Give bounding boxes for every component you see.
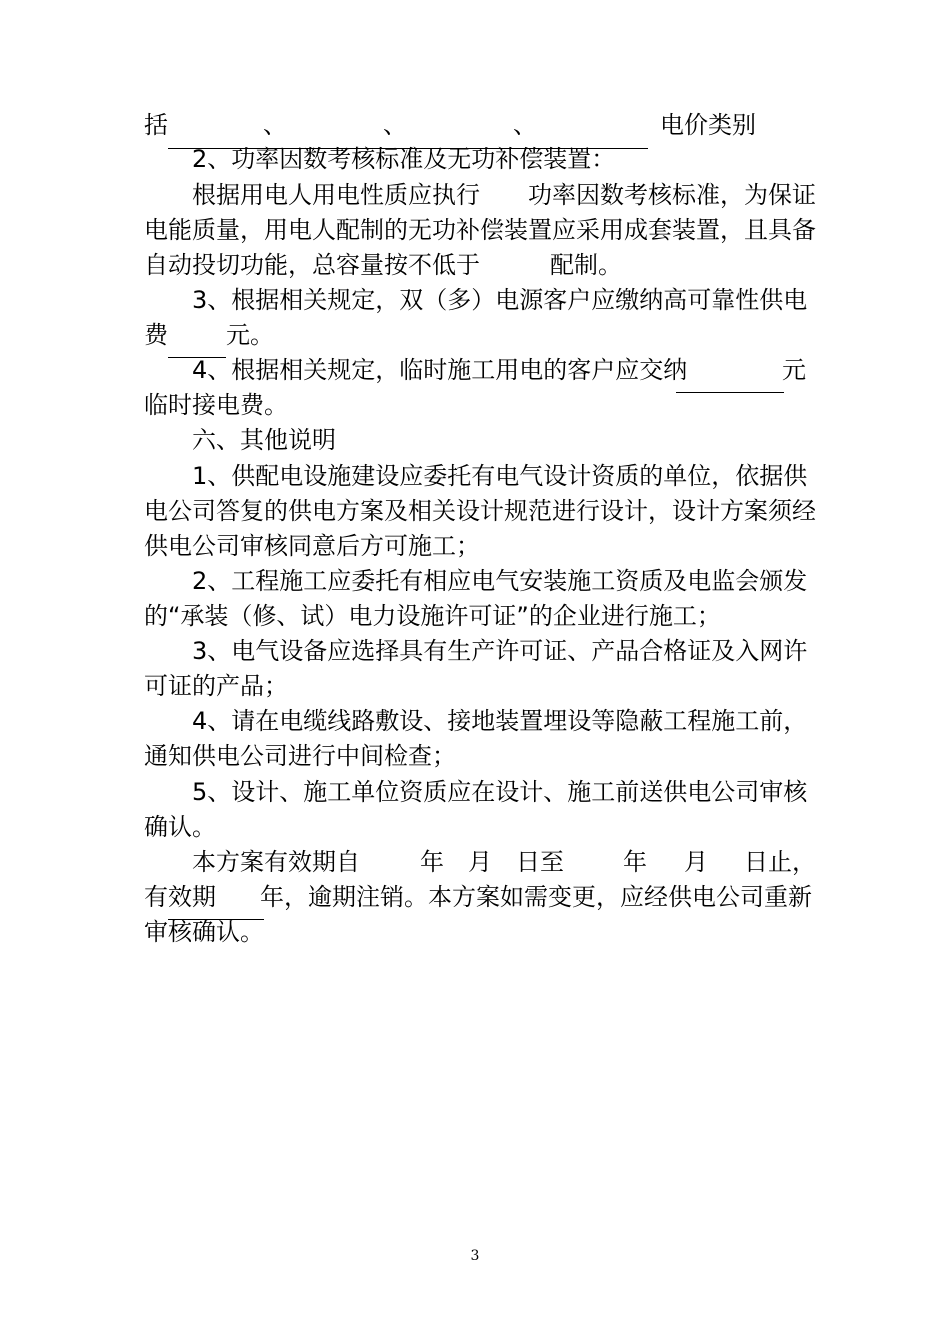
text: 2、功率因数考核标准及无功补偿装置： xyxy=(192,145,616,173)
text: 月 xyxy=(468,848,492,876)
text-line xyxy=(144,739,456,773)
text: 电公司答复的供电方案及相关设计规范进行设计，设计方案须经 xyxy=(144,497,816,525)
text-line xyxy=(528,178,816,212)
text: 日至 xyxy=(516,848,564,876)
text: 六、其他说明 xyxy=(192,426,336,454)
text-line xyxy=(192,353,687,387)
text-line xyxy=(144,880,216,914)
text: 1、供配电设施建设应委托有电气设计资质的单位，依据供 xyxy=(192,462,808,490)
text: 3、根据相关规定，双（多）电源客户应缴纳高可靠性供电 xyxy=(192,286,808,314)
section-heading xyxy=(192,423,336,457)
text-line xyxy=(550,248,622,282)
text: 的“承装（修、试）电力设施许可证”的企业进行施工； xyxy=(144,602,721,630)
text: 功率因数考核标准，为保证 xyxy=(528,181,816,209)
text-line xyxy=(192,775,807,809)
text: 年 xyxy=(420,848,444,876)
text: 月 xyxy=(684,848,708,876)
text: 配制。 xyxy=(550,251,622,279)
text: 电能质量，用电人配制的无功补偿装置应采用成套装置，且具备 xyxy=(144,216,816,244)
text: 、 xyxy=(263,111,287,139)
text: 4、请在电缆线路敷设、接地装置埋设等隐蔽工程施工前， xyxy=(192,707,808,735)
text: 括 xyxy=(144,111,168,139)
text-line xyxy=(192,704,807,738)
text: 年 xyxy=(623,848,647,876)
text: 电价类别 xyxy=(660,111,756,139)
text-line xyxy=(468,845,492,879)
text-line xyxy=(144,213,816,247)
text-line xyxy=(744,845,816,879)
text: 根据用电人用电性质应执行 xyxy=(192,181,480,209)
blank-underline xyxy=(168,148,648,149)
text-line xyxy=(192,634,807,668)
text-line xyxy=(516,845,564,879)
text-line xyxy=(383,108,407,142)
text: 元。 xyxy=(226,321,274,349)
text-line xyxy=(144,108,168,142)
text-line xyxy=(192,178,480,212)
text-line xyxy=(144,388,288,422)
text-line xyxy=(144,669,288,703)
text-line xyxy=(260,880,812,914)
page-number: 3 xyxy=(470,1248,480,1264)
text-line xyxy=(782,353,806,387)
text-line xyxy=(144,529,480,563)
text: 、 xyxy=(513,111,537,139)
text-line xyxy=(263,108,287,142)
text-line xyxy=(144,494,816,528)
blank-underline xyxy=(676,392,784,393)
text-line xyxy=(192,564,807,598)
text-line xyxy=(144,810,216,844)
text: 有效期 xyxy=(144,883,216,911)
text-line xyxy=(226,318,274,352)
text: 2、工程施工应委托有相应电气安装施工资质及电监会颁发 xyxy=(192,567,808,595)
text: 5、设计、施工单位资质应在设计、施工前送供电公司审核 xyxy=(192,778,808,806)
text: 、 xyxy=(383,111,407,139)
text: 本方案有效期自 xyxy=(192,848,360,876)
text-line xyxy=(144,248,480,282)
text-line xyxy=(660,108,756,142)
text: 供电公司审核同意后方可施工； xyxy=(144,532,480,560)
text: 通知供电公司进行中间检查； xyxy=(144,742,456,770)
text: 审核确认。 xyxy=(144,918,264,946)
text: 4、根据相关规定，临时施工用电的客户应交纳 xyxy=(192,356,688,384)
text-line xyxy=(684,845,708,879)
text-line xyxy=(144,599,721,633)
text-line xyxy=(192,283,807,317)
text: 3、电气设备应选择具有生产许可证、产品合格证及入网许 xyxy=(192,637,808,665)
text: 可证的产品； xyxy=(144,672,288,700)
text-line xyxy=(192,845,360,879)
text-line xyxy=(420,845,444,879)
text-line xyxy=(513,108,537,142)
text-line xyxy=(623,845,647,879)
text-line xyxy=(192,459,807,493)
text: 费 xyxy=(144,321,168,349)
text: 年，逾期注销。本方案如需变更，应经供电公司重新 xyxy=(260,883,812,911)
text: 日止， xyxy=(744,848,816,876)
text-line xyxy=(144,915,264,949)
text-line xyxy=(144,318,168,352)
text: 元 xyxy=(782,356,806,384)
text: 确认。 xyxy=(144,813,216,841)
text: 临时接电费。 xyxy=(144,391,288,419)
text: 自动投切功能，总容量按不低于 xyxy=(144,251,480,279)
